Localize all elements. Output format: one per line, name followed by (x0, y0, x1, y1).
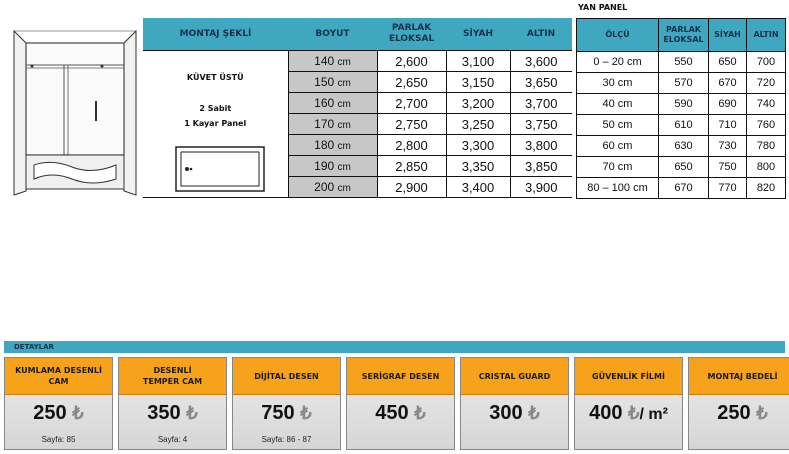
detail-card-price (119, 402, 226, 425)
detail-card-title: KUMLAMA DESENLİ CAM (5, 358, 112, 395)
price-altin: 3,650 (510, 72, 572, 93)
side-table-row (577, 157, 786, 178)
side-price-altin: 760 (747, 115, 786, 136)
currency-icon: ₺ (186, 403, 198, 423)
price-amount: 400 (589, 402, 629, 424)
side-header-parlak: PARLAK ELOKSAL (659, 19, 709, 52)
size-value: 150 (314, 75, 338, 89)
detail-card (232, 357, 341, 450)
side-size: 60 cm (577, 136, 659, 157)
size-cell (288, 93, 377, 114)
detail-card (4, 357, 113, 450)
side-price-altin: 820 (747, 178, 786, 199)
detail-card (460, 357, 569, 450)
size-value: 200 (314, 180, 338, 194)
side-price-parlak: 590 (659, 94, 709, 115)
price-amount: 350 (147, 402, 187, 424)
mount-desc-line-2: 1 Kayar Panel (184, 119, 247, 128)
size-unit: cm (337, 183, 351, 194)
detail-card-page: Sayfa: 85 (41, 435, 76, 444)
price-amount: 300 (489, 402, 529, 424)
price-siyah: 3,400 (446, 177, 510, 198)
side-table-row (577, 178, 786, 199)
detail-card-title: CRISTAL GUARD (461, 358, 568, 395)
side-price-altin: 720 (747, 73, 786, 94)
size-cell (288, 135, 377, 156)
size-cell (288, 114, 377, 135)
currency-icon: ₺ (528, 403, 540, 423)
price-parlak: 2,600 (377, 51, 446, 72)
detail-card-title: GÜVENLİK FİLMİ (575, 358, 682, 395)
side-table-row (577, 115, 786, 136)
size-unit: cm (337, 162, 351, 173)
details-bar: DETAYLAR (4, 341, 785, 353)
side-panel-table (576, 18, 786, 199)
header-boyut: BOYUT (288, 18, 377, 51)
side-price-parlak: 570 (659, 73, 709, 94)
header-siyah: SİYAH (446, 18, 510, 51)
price-siyah: 3,250 (446, 114, 510, 135)
detail-card (346, 357, 455, 450)
price-amount: 250 (33, 402, 73, 424)
detail-card-price (233, 402, 340, 425)
price-siyah: 3,200 (446, 93, 510, 114)
price-unit-suffix: / m² (639, 406, 668, 423)
price-parlak: 2,850 (377, 156, 446, 177)
detail-card-title: DESENLİ TEMPER CAM (119, 358, 226, 395)
size-value: 140 (314, 54, 338, 68)
detail-card-price (461, 402, 568, 425)
price-parlak: 2,750 (377, 114, 446, 135)
side-price-altin: 740 (747, 94, 786, 115)
detail-card (118, 357, 227, 450)
size-unit: cm (337, 120, 351, 131)
side-table-row (577, 94, 786, 115)
header-montaj: MONTAJ ŞEKLİ (143, 18, 288, 51)
size-unit: cm (337, 57, 351, 68)
side-price-parlak: 670 (659, 178, 709, 199)
price-altin: 3,900 (510, 177, 572, 198)
size-unit: cm (337, 141, 351, 152)
price-table (143, 18, 572, 198)
currency-icon: ₺ (72, 403, 84, 423)
header-altin: ALTIN (510, 18, 572, 51)
detail-card-price (689, 402, 789, 425)
currency-icon: ₺ (300, 403, 312, 423)
detail-card-title: DİJİTAL DESEN (233, 358, 340, 395)
side-table-row (577, 73, 786, 94)
price-siyah: 3,100 (446, 51, 510, 72)
side-size: 70 cm (577, 157, 659, 178)
detail-card-price (5, 402, 112, 425)
price-siyah: 3,150 (446, 72, 510, 93)
size-value: 160 (314, 96, 338, 110)
side-price-siyah: 770 (709, 178, 747, 199)
price-siyah: 3,350 (446, 156, 510, 177)
size-unit: cm (337, 99, 351, 110)
side-size: 40 cm (577, 94, 659, 115)
side-price-siyah: 650 (709, 52, 747, 73)
price-altin: 3,850 (510, 156, 572, 177)
mount-type: KÜVET ÜSTÜ (186, 73, 244, 82)
detail-card-title: SERİGRAF DESEN (347, 358, 454, 395)
price-amount: 750 (261, 402, 301, 424)
side-price-siyah: 730 (709, 136, 747, 157)
detail-card-page: Sayfa: 86 - 87 (261, 435, 312, 444)
side-size: 0 – 20 cm (577, 52, 659, 73)
side-price-siyah: 670 (709, 73, 747, 94)
side-size: 50 cm (577, 115, 659, 136)
price-altin: 3,800 (510, 135, 572, 156)
price-parlak: 2,700 (377, 93, 446, 114)
price-altin: 3,600 (510, 51, 572, 72)
side-size: 30 cm (577, 73, 659, 94)
bathtub-icon (175, 146, 265, 192)
side-price-siyah: 750 (709, 157, 747, 178)
side-price-altin: 700 (747, 52, 786, 73)
side-header-olcu: ÖLÇÜ (577, 19, 659, 52)
side-price-parlak: 650 (659, 157, 709, 178)
side-size: 80 – 100 cm (577, 178, 659, 199)
size-value: 190 (314, 159, 338, 173)
header-parlak: PARLAK ELOKSAL (377, 18, 446, 51)
side-price-parlak: 610 (659, 115, 709, 136)
side-header-altin: ALTIN (747, 19, 786, 52)
side-price-siyah: 710 (709, 115, 747, 136)
side-price-parlak: 550 (659, 52, 709, 73)
table-row (143, 51, 572, 72)
price-parlak: 2,650 (377, 72, 446, 93)
size-value: 170 (314, 117, 338, 131)
price-parlak: 2,800 (377, 135, 446, 156)
mount-description (143, 101, 288, 131)
detail-card-price (347, 402, 454, 425)
size-unit: cm (337, 78, 351, 89)
price-siyah: 3,300 (446, 135, 510, 156)
currency-icon: ₺ (756, 403, 768, 423)
price-amount: 250 (717, 402, 757, 424)
side-table-row (577, 136, 786, 157)
price-altin: 3,700 (510, 93, 572, 114)
size-cell (288, 51, 377, 72)
shower-enclosure-illustration (12, 29, 138, 197)
detail-card-price (575, 402, 682, 425)
detail-card-title: MONTAJ BEDELİ (689, 358, 789, 395)
side-price-altin: 780 (747, 136, 786, 157)
price-parlak: 2,900 (377, 177, 446, 198)
size-cell (288, 177, 377, 198)
detail-card (574, 357, 683, 450)
currency-icon: ₺ (628, 403, 640, 423)
side-price-parlak: 630 (659, 136, 709, 157)
side-header-siyah: SİYAH (709, 19, 747, 52)
detail-card-page: Sayfa: 4 (157, 435, 188, 444)
price-amount: 450 (375, 402, 415, 424)
detail-card (688, 357, 789, 450)
side-price-siyah: 690 (709, 94, 747, 115)
price-altin: 3,750 (510, 114, 572, 135)
size-cell (288, 72, 377, 93)
mount-desc-line-1: 2 Sabit (199, 104, 232, 113)
mount-cell (143, 51, 288, 198)
side-table-row (577, 52, 786, 73)
side-panel-title: YAN PANEL (578, 3, 628, 12)
side-price-altin: 800 (747, 157, 786, 178)
size-value: 180 (314, 138, 338, 152)
size-cell (288, 156, 377, 177)
currency-icon: ₺ (414, 403, 426, 423)
